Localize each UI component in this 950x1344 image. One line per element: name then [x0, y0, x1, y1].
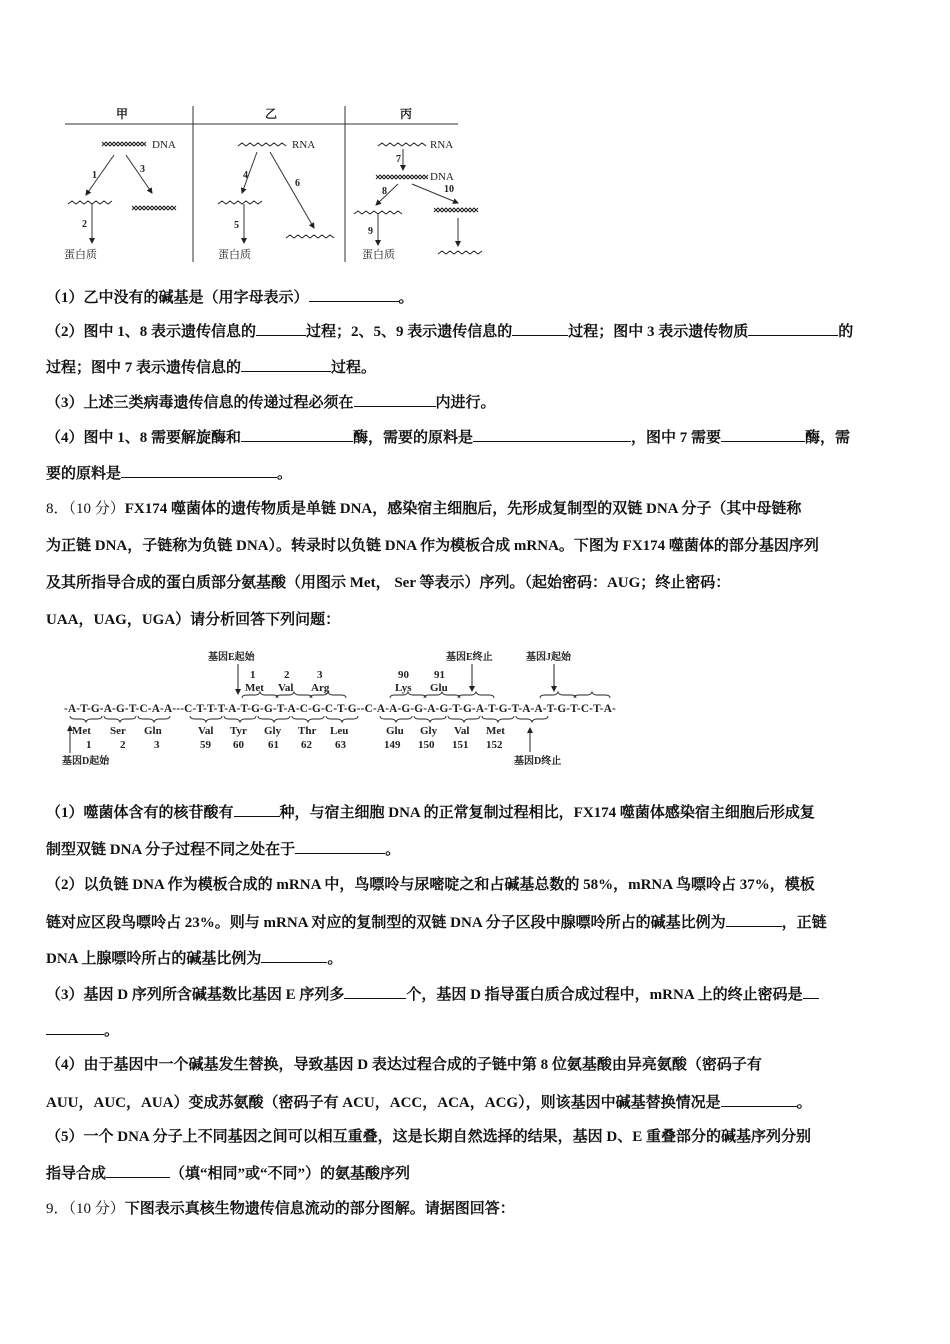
dna-sequence: -A-T-G-A-G-T-C-A-A---C-T-T-T-A-T-G-G-T-A-C-G-C-T-G--C-A-A-G-G-A-G-T-G-A-T-G-T-A-A-T-G-T-C-T-A-	[64, 701, 616, 715]
svg-text:1: 1	[250, 669, 256, 681]
svg-text:60: 60	[233, 739, 244, 751]
svg-text:蛋白质: 蛋白质	[218, 249, 251, 261]
svg-text:3: 3	[140, 164, 145, 175]
svg-text:1: 1	[86, 739, 92, 751]
svg-text:Glu: Glu	[430, 682, 448, 694]
gene-e-end-label: 基因E终止	[446, 652, 493, 663]
svg-text:2: 2	[284, 669, 290, 681]
q7-sub2-line1: （2）图中 1、8 表示遗传信息的 过程；2、5、9 表示遗传信息的 过程；图中 3 表示遗传物质 的	[46, 321, 853, 342]
q8-sub5-line1: （5）一个 DNA 分子上不同基因之间可以相互重叠，这是长期自然选择的结果，基因 D、E 重叠部分的碱基序列分别	[46, 1129, 812, 1145]
q7-sub2-line2: 过程；图中 7 表示遗传信息的 过程。	[46, 357, 376, 378]
svg-text:91: 91	[434, 669, 445, 681]
svg-text:DNA: DNA	[430, 171, 454, 183]
svg-text:62: 62	[301, 739, 312, 751]
svg-text:63: 63	[335, 739, 346, 751]
genetic-flow-svg	[60, 100, 500, 265]
answer-blank[interactable]	[46, 1020, 104, 1035]
gene-d-start-label: 基因D起始	[62, 756, 110, 767]
q8-sub5-line2: 指导合成 （填“相同”或“不同”）的氨基酸序列	[46, 1163, 410, 1184]
answer-blank[interactable]	[121, 463, 277, 478]
answer-blank[interactable]	[748, 321, 838, 336]
q8-sub1-line1: （1）噬菌体含有的核苷酸有 种，与宿主细胞 DNA 的正常复制过程相比，FX174 噬菌体感染宿主细胞后形成复	[46, 802, 815, 823]
svg-text:Glu: Glu	[386, 725, 404, 737]
svg-text:4: 4	[243, 170, 248, 181]
q8-sub3-line2: 。	[46, 1020, 119, 1041]
svg-text:1: 1	[92, 170, 97, 181]
svg-text:Met: Met	[245, 682, 264, 694]
panel-bing	[354, 139, 482, 261]
q8-sub4-line2: AUU，AUC，AUA）变成苏氨酸（密码子有 ACU，ACC，ACA，ACG），则该基因中碱基替换情况是 。	[46, 1092, 812, 1113]
q8-sub4-line1: （4）由于基因中一个碱基发生替换，导致基因 D 表达过程合成的子链中第 8 位氨基酸由异亮氨酸（密码子有	[46, 1057, 762, 1073]
q7-sub3: （3）上述三类病毒遗传信息的传递过程必须在 内进行。	[46, 392, 496, 413]
svg-text:2: 2	[82, 219, 87, 230]
svg-text:Lys: Lys	[395, 682, 412, 694]
answer-blank[interactable]	[241, 427, 353, 442]
panel-jia	[64, 139, 176, 261]
svg-text:7: 7	[396, 154, 401, 165]
q8-intro-line2: 为正链 DNA，子链称为负链 DNA）。转录时以负链 DNA 作为模板合成 mRNA。下图为 FX174 噬菌体的部分基因序列	[46, 538, 819, 554]
svg-text:Val: Val	[198, 725, 214, 737]
q8-sub2-line1: （2）以负链 DNA 作为模板合成的 mRNA 中，鸟嘌呤与尿嘧啶之和占碱基总数的 58%，mRNA 鸟嘌呤占 37%，模板	[46, 877, 815, 893]
svg-text:RNA: RNA	[430, 139, 454, 151]
panel-yi	[218, 139, 334, 261]
q8-intro-line4: UAA，UAG，UGA）请分析回答下列问题：	[46, 612, 341, 628]
question-number: 8．（10 分）	[46, 501, 125, 517]
svg-text:59: 59	[200, 739, 211, 751]
panel-jia-header: 甲	[116, 107, 129, 121]
q7-sub4-line2: 要的原料是 。	[46, 463, 292, 484]
svg-text:Met: Met	[486, 725, 505, 737]
svg-text:Tyr: Tyr	[230, 725, 247, 737]
svg-text:Gln: Gln	[144, 725, 162, 737]
answer-blank[interactable]	[309, 287, 399, 302]
answer-blank[interactable]	[295, 839, 385, 854]
genetic-flow-diagram	[60, 100, 500, 265]
svg-text:Gly: Gly	[420, 725, 438, 737]
protein-label: 蛋白质	[64, 249, 97, 261]
svg-text:Gly: Gly	[264, 725, 282, 737]
svg-text:6: 6	[295, 178, 300, 189]
svg-text:151: 151	[452, 739, 469, 751]
svg-text:90: 90	[398, 669, 409, 681]
dna-label: DNA	[152, 139, 176, 151]
svg-text:152: 152	[486, 739, 503, 751]
q8-sub3-line1: （3）基因 D 序列所含碱基数比基因 E 序列多 个，基因 D 指导蛋白质合成过程中，mRNA 上的终止密码是	[46, 984, 819, 1005]
q8-sub2-line3: DNA 上腺嘌呤所占的碱基比例为 。	[46, 948, 342, 969]
svg-text:Val: Val	[278, 682, 294, 694]
answer-blank[interactable]	[721, 1092, 797, 1107]
rna-label: RNA	[292, 139, 316, 151]
answer-blank[interactable]	[473, 427, 631, 442]
answer-blank[interactable]	[354, 392, 436, 407]
svg-text:蛋白质: 蛋白质	[362, 249, 395, 261]
answer-blank[interactable]	[512, 321, 568, 336]
answer-blank[interactable]	[106, 1163, 170, 1178]
answer-blank[interactable]	[726, 912, 782, 927]
svg-text:3: 3	[317, 669, 323, 681]
svg-text:3: 3	[154, 739, 160, 751]
answer-blank[interactable]	[256, 321, 306, 336]
q8-intro-line1: 8．（10 分）FX174 噬菌体的遗传物质是单链 DNA，感染宿主细胞后，先形成复制型的双链 DNA 分子（其中母链称	[46, 501, 802, 517]
q9-intro: 9．（10 分）下图表示真核生物遗传信息流动的部分图解。请据图回答：	[46, 1201, 515, 1217]
svg-text:9: 9	[368, 226, 373, 237]
question-number: 9．（10 分）	[46, 1201, 125, 1217]
answer-blank[interactable]	[344, 984, 406, 999]
q7-sub4-line1: （4）图中 1、8 需要解旋酶和 酶，需要的原料是 ，图中 7 需要 酶，需	[46, 427, 850, 448]
answer-blank[interactable]	[721, 427, 805, 442]
q7-sub1: （1）乙中没有的碱基是（用字母表示） 。	[46, 287, 414, 308]
q8-sub1-line2: 制型双链 DNA 分子过程不同之处在于 。	[46, 839, 400, 860]
gene-sequence-figure	[58, 648, 628, 770]
gene-sequence-svg	[58, 648, 628, 770]
svg-text:2: 2	[120, 739, 126, 751]
q8-intro-line3: 及其所指导合成的蛋白质部分氨基酸（用图示 Met， Ser 等表示）序列。（起始密码：AUG；终止密码：	[46, 575, 731, 591]
svg-text:5: 5	[234, 220, 239, 231]
q8-sub2-line2: 链对应区段鸟嘌呤占 23%。则与 mRNA 对应的复制型的双链 DNA 分子区段中腺嘌呤所占的碱基比例为 ，正链	[46, 912, 827, 933]
svg-text:Leu: Leu	[330, 725, 349, 737]
svg-text:Arg: Arg	[311, 682, 330, 694]
answer-blank[interactable]	[241, 357, 331, 372]
answer-blank[interactable]	[234, 802, 280, 817]
svg-text:Ser: Ser	[110, 725, 126, 737]
gene-j-start-label: 基因J起始	[526, 652, 571, 663]
svg-text:Val: Val	[454, 725, 470, 737]
panel-yi-header: 乙	[265, 107, 278, 121]
svg-text:10: 10	[444, 184, 454, 195]
gene-e-start-label: 基因E起始	[208, 652, 255, 663]
svg-text:Met: Met	[72, 725, 91, 737]
svg-text:149: 149	[384, 739, 401, 751]
answer-blank[interactable]	[803, 984, 819, 999]
panel-bing-header: 丙	[400, 107, 413, 121]
svg-text:150: 150	[418, 739, 435, 751]
svg-text:61: 61	[268, 739, 279, 751]
gene-d-end-label: 基因D终止	[514, 756, 562, 767]
svg-text:Thr: Thr	[298, 725, 317, 737]
answer-blank[interactable]	[261, 948, 327, 963]
svg-text:8: 8	[382, 186, 387, 197]
